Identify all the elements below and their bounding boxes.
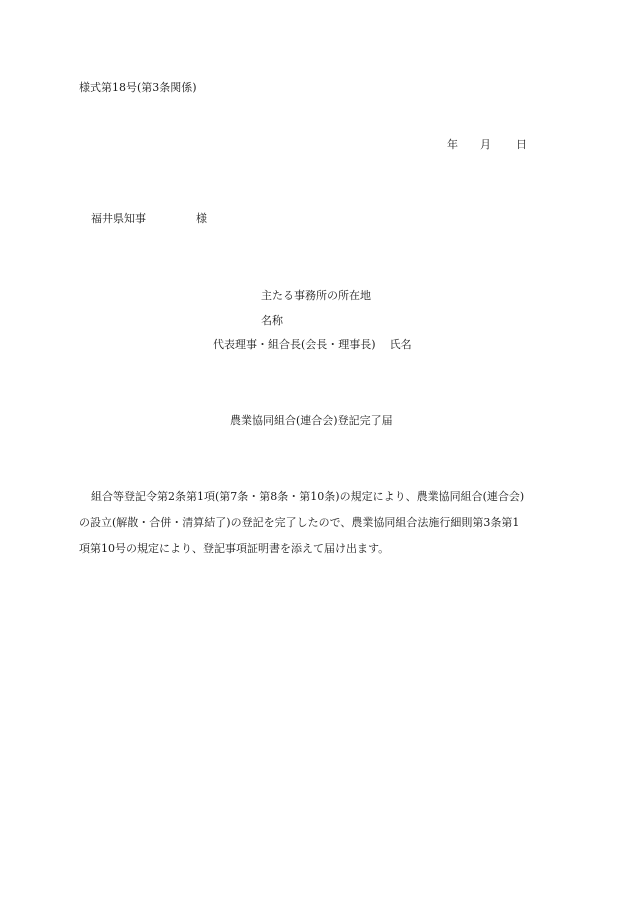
date-line: [447, 139, 527, 150]
representative-title: 代表理事・組合長(会長・理事長): [213, 338, 376, 351]
addressee-governor: 福井県知事: [91, 212, 146, 225]
date-year-label: 年: [447, 138, 458, 151]
form-number: 様式第18号(第3条関係): [79, 81, 197, 94]
addressee-honorific: 様: [196, 212, 207, 225]
representative-line: [213, 339, 412, 350]
organization-name-label: 名称: [261, 314, 283, 327]
body-text-line: 項第10号の規定により、登記事項証明書を添えて届け出ます。: [79, 542, 390, 555]
body-text-line: 組合等登記令第2条第1項(第7条・第8条・第10条)の規定により、農業協同組合(連合会): [91, 490, 525, 503]
date-day-label: 日: [516, 138, 527, 151]
date-month-label: 月: [480, 138, 491, 151]
body-text-line: の設立(解散・合併・清算結了)の登記を完了したので、農業協同組合法施行細則第3条第1: [79, 516, 520, 529]
addressee-line: [91, 213, 207, 224]
representative-name-label: 氏名: [389, 338, 412, 351]
office-location-label: 主たる事務所の所在地: [261, 289, 371, 302]
document-title: 農業協同組合(連合会)登記完了届: [230, 414, 393, 427]
